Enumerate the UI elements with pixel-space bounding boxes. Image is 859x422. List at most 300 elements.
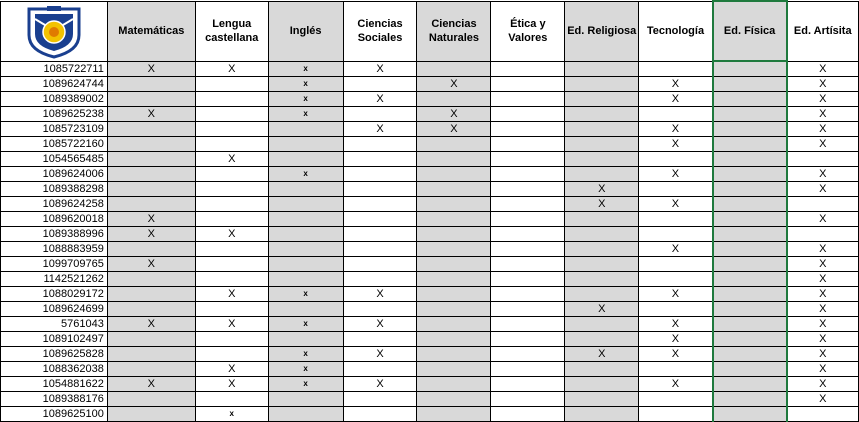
column-header[interactable]: Ed. Religiosa <box>565 1 639 61</box>
subject-cell[interactable] <box>491 242 565 257</box>
subject-cell[interactable] <box>491 272 565 287</box>
subject-cell[interactable]: X <box>787 287 859 302</box>
subject-cell[interactable] <box>195 182 268 197</box>
subject-cell[interactable] <box>195 122 268 137</box>
subject-cell[interactable]: X <box>195 362 268 377</box>
subject-cell[interactable] <box>565 332 639 347</box>
table-row <box>1 61 859 77</box>
subject-cell[interactable] <box>491 137 565 152</box>
subject-cell[interactable] <box>491 122 565 137</box>
subject-cell[interactable] <box>343 242 417 257</box>
header-row <box>1 1 859 61</box>
subject-cell[interactable]: X <box>343 347 417 362</box>
subject-cell[interactable] <box>195 167 268 182</box>
subject-cell[interactable]: X <box>639 92 713 107</box>
subject-cell[interactable] <box>195 257 268 272</box>
subject-cell[interactable] <box>565 407 639 422</box>
student-id-cell[interactable]: 1089624699 <box>1 302 108 317</box>
student-id-cell[interactable]: 1054565485 <box>1 152 108 167</box>
student-id-cell[interactable]: 1099709765 <box>1 257 108 272</box>
subject-cell[interactable]: X <box>343 122 417 137</box>
subject-cell[interactable] <box>343 137 417 152</box>
subject-cell[interactable] <box>417 137 491 152</box>
subject-cell[interactable]: X <box>639 287 713 302</box>
subject-cell[interactable]: x <box>268 77 343 92</box>
table-row <box>1 122 859 137</box>
subject-cell[interactable] <box>713 242 787 257</box>
subject-cell[interactable] <box>107 272 195 287</box>
subject-cell[interactable] <box>491 227 565 242</box>
subject-cell[interactable] <box>268 197 343 212</box>
subject-cell[interactable] <box>268 137 343 152</box>
subject-cell[interactable] <box>713 77 787 92</box>
subject-cell[interactable] <box>417 152 491 167</box>
subject-cell[interactable] <box>713 347 787 362</box>
subject-cell[interactable] <box>343 362 417 377</box>
subject-cell[interactable] <box>713 92 787 107</box>
subject-cell[interactable] <box>491 182 565 197</box>
subject-cell[interactable] <box>343 107 417 122</box>
student-id-cell[interactable]: 1089624744 <box>1 77 108 92</box>
table-row <box>1 227 859 242</box>
subject-cell[interactable] <box>343 272 417 287</box>
subject-cell[interactable]: X <box>787 347 859 362</box>
subject-cell[interactable]: X <box>417 107 491 122</box>
table-row <box>1 272 859 287</box>
subject-cell[interactable] <box>195 137 268 152</box>
subject-cell[interactable]: X <box>417 77 491 92</box>
subject-cell[interactable] <box>713 122 787 137</box>
student-id-cell[interactable]: 1054881622 <box>1 377 108 392</box>
subject-cell[interactable] <box>713 182 787 197</box>
subject-cell[interactable] <box>713 137 787 152</box>
subject-cell[interactable] <box>565 392 639 407</box>
subject-cell[interactable] <box>343 212 417 227</box>
subject-cell[interactable]: X <box>639 197 713 212</box>
subject-cell[interactable]: X <box>639 137 713 152</box>
table-row <box>1 392 859 407</box>
column-header[interactable]: Ciencias Sociales <box>343 1 417 61</box>
subject-cell[interactable] <box>713 377 787 392</box>
subject-cell[interactable] <box>565 377 639 392</box>
subject-cell[interactable] <box>491 317 565 332</box>
subject-cell[interactable] <box>417 332 491 347</box>
subject-cell[interactable] <box>787 197 859 212</box>
subject-cell[interactable]: x <box>268 61 343 77</box>
subject-cell[interactable]: x <box>268 92 343 107</box>
table-row <box>1 302 859 317</box>
subject-cell[interactable] <box>787 227 859 242</box>
column-header[interactable]: Lengua castellana <box>195 1 268 61</box>
subject-cell[interactable]: X <box>787 182 859 197</box>
subject-cell[interactable] <box>417 242 491 257</box>
subject-cell[interactable] <box>491 347 565 362</box>
subject-cell[interactable] <box>268 122 343 137</box>
subject-cell[interactable] <box>565 317 639 332</box>
subject-cell[interactable]: x <box>195 407 268 422</box>
subject-cell[interactable]: x <box>268 107 343 122</box>
subject-cell[interactable]: X <box>195 152 268 167</box>
subject-cell[interactable] <box>565 167 639 182</box>
student-id-cell[interactable]: 1088362038 <box>1 362 108 377</box>
subject-cell[interactable] <box>713 257 787 272</box>
subject-cell[interactable]: X <box>787 242 859 257</box>
subject-cell[interactable]: X <box>107 257 195 272</box>
subject-cell[interactable] <box>639 392 713 407</box>
subject-cell[interactable] <box>491 377 565 392</box>
subject-cell[interactable]: X <box>107 61 195 77</box>
subject-cell[interactable] <box>107 197 195 212</box>
subject-cell[interactable]: x <box>268 317 343 332</box>
table-row <box>1 92 859 107</box>
subject-cell[interactable]: X <box>787 212 859 227</box>
subject-cell[interactable] <box>343 227 417 242</box>
subject-cell[interactable] <box>343 407 417 422</box>
subject-cell[interactable] <box>417 212 491 227</box>
subject-cell[interactable] <box>565 77 639 92</box>
subject-cell[interactable] <box>639 212 713 227</box>
student-id-cell[interactable]: 1089102497 <box>1 332 108 347</box>
subject-cell[interactable] <box>565 107 639 122</box>
subject-cell[interactable] <box>343 77 417 92</box>
subject-cell[interactable] <box>417 167 491 182</box>
subject-cell[interactable]: X <box>787 362 859 377</box>
subject-cell[interactable]: X <box>565 347 639 362</box>
subject-cell[interactable] <box>417 317 491 332</box>
subject-cell[interactable] <box>713 61 787 77</box>
subject-cell[interactable]: x <box>268 362 343 377</box>
subject-cell[interactable]: X <box>639 167 713 182</box>
subject-cell[interactable] <box>491 407 565 422</box>
subject-cell[interactable]: X <box>639 347 713 362</box>
subject-cell[interactable] <box>713 332 787 347</box>
subject-cell[interactable] <box>491 362 565 377</box>
column-header[interactable]: Ética y Valores <box>491 1 565 61</box>
table-row <box>1 137 859 152</box>
subject-cell[interactable]: X <box>343 61 417 77</box>
column-header[interactable]: Ciencias Naturales <box>417 1 491 61</box>
subject-cell[interactable] <box>639 152 713 167</box>
subject-cell[interactable]: X <box>787 302 859 317</box>
subject-cell[interactable] <box>107 392 195 407</box>
subject-cell[interactable] <box>268 212 343 227</box>
subject-cell[interactable] <box>713 287 787 302</box>
student-id-cell[interactable]: 1089625100 <box>1 407 108 422</box>
subject-cell[interactable] <box>107 167 195 182</box>
table-row <box>1 332 859 347</box>
subject-cell[interactable] <box>417 92 491 107</box>
subject-cell[interactable] <box>195 272 268 287</box>
table-row <box>1 347 859 362</box>
subject-cell[interactable] <box>195 302 268 317</box>
table-row <box>1 377 859 392</box>
table-row <box>1 317 859 332</box>
subject-cell[interactable] <box>713 227 787 242</box>
subject-cell[interactable]: X <box>107 227 195 242</box>
table-row <box>1 77 859 92</box>
subject-cell[interactable] <box>639 107 713 122</box>
subject-cell[interactable] <box>107 122 195 137</box>
subject-cell[interactable] <box>491 197 565 212</box>
subject-cell[interactable]: X <box>639 77 713 92</box>
subject-cell[interactable] <box>565 212 639 227</box>
school-crest-logo <box>21 5 87 59</box>
student-id-cell[interactable]: 1085722711 <box>1 61 108 77</box>
subject-cell[interactable] <box>195 197 268 212</box>
subject-cell[interactable] <box>343 392 417 407</box>
subject-cell[interactable]: X <box>787 122 859 137</box>
subject-cell[interactable]: X <box>565 302 639 317</box>
subject-cell[interactable] <box>195 347 268 362</box>
subject-cell[interactable] <box>195 77 268 92</box>
column-header[interactable]: Matemáticas <box>107 1 195 61</box>
column-header[interactable]: Ed. Artísita <box>787 1 859 61</box>
subject-cell[interactable]: X <box>787 257 859 272</box>
subject-cell[interactable]: X <box>787 107 859 122</box>
student-id-cell[interactable]: 1085722160 <box>1 137 108 152</box>
subject-cell[interactable] <box>491 212 565 227</box>
subject-cell[interactable] <box>565 287 639 302</box>
subject-cell[interactable] <box>107 347 195 362</box>
subject-cell[interactable] <box>491 257 565 272</box>
subject-cell[interactable] <box>491 392 565 407</box>
subject-cell[interactable]: X <box>787 61 859 77</box>
subject-cell[interactable] <box>639 227 713 242</box>
subject-cell[interactable] <box>565 137 639 152</box>
table-row <box>1 107 859 122</box>
subject-cell[interactable] <box>417 61 491 77</box>
subject-cell[interactable]: X <box>417 122 491 137</box>
subject-cell[interactable]: X <box>107 377 195 392</box>
subject-cell[interactable] <box>713 197 787 212</box>
subject-cell[interactable] <box>107 287 195 302</box>
subject-cell[interactable] <box>107 92 195 107</box>
subject-cell[interactable] <box>639 272 713 287</box>
subject-cell[interactable] <box>107 242 195 257</box>
student-id-cell[interactable]: 1088883959 <box>1 242 108 257</box>
subject-cell[interactable] <box>343 197 417 212</box>
subject-cell[interactable] <box>565 242 639 257</box>
subject-cell[interactable] <box>417 182 491 197</box>
student-id-cell[interactable]: 1089625828 <box>1 347 108 362</box>
subject-cell[interactable] <box>107 332 195 347</box>
subject-cell[interactable] <box>639 302 713 317</box>
subject-cell[interactable] <box>268 272 343 287</box>
subject-cell[interactable]: X <box>107 212 195 227</box>
subject-cell[interactable] <box>268 332 343 347</box>
subject-cell[interactable] <box>565 227 639 242</box>
subject-cell[interactable]: X <box>787 77 859 92</box>
subject-cell[interactable] <box>713 152 787 167</box>
subject-cell[interactable] <box>343 332 417 347</box>
subject-cell[interactable] <box>107 137 195 152</box>
subject-cell[interactable]: x <box>268 377 343 392</box>
table-row <box>1 197 859 212</box>
subject-cell[interactable] <box>639 407 713 422</box>
subject-cell[interactable] <box>343 182 417 197</box>
student-id-cell[interactable]: 1088029172 <box>1 287 108 302</box>
subject-cell[interactable] <box>107 182 195 197</box>
table-row <box>1 182 859 197</box>
subject-cell[interactable]: X <box>195 317 268 332</box>
subject-cell[interactable] <box>639 61 713 77</box>
table-row <box>1 407 859 422</box>
subject-cell[interactable] <box>713 167 787 182</box>
subject-cell[interactable]: X <box>639 332 713 347</box>
logo-cell[interactable] <box>1 1 108 61</box>
subject-cell[interactable] <box>565 272 639 287</box>
subject-cell[interactable]: X <box>343 92 417 107</box>
subject-cell[interactable] <box>107 152 195 167</box>
column-header[interactable]: Ed. Física <box>713 1 787 61</box>
subject-cell[interactable]: X <box>639 317 713 332</box>
table-row <box>1 287 859 302</box>
subject-cell[interactable]: X <box>565 197 639 212</box>
subject-cell[interactable] <box>713 362 787 377</box>
subject-cell[interactable] <box>195 212 268 227</box>
subject-cell[interactable]: X <box>787 272 859 287</box>
subject-cell[interactable]: X <box>343 287 417 302</box>
subject-cell[interactable] <box>713 302 787 317</box>
table-row <box>1 362 859 377</box>
subject-cell[interactable]: x <box>268 347 343 362</box>
subject-cell[interactable] <box>343 257 417 272</box>
table-row <box>1 257 859 272</box>
student-id-cell[interactable]: 1089625238 <box>1 107 108 122</box>
subject-cell[interactable] <box>491 332 565 347</box>
subject-cell[interactable]: X <box>565 182 639 197</box>
subject-cell[interactable]: X <box>195 227 268 242</box>
subject-cell[interactable]: X <box>107 107 195 122</box>
column-header[interactable]: Tecnología <box>639 1 713 61</box>
subject-cell[interactable] <box>268 302 343 317</box>
student-id-cell[interactable]: 1089624258 <box>1 197 108 212</box>
subject-cell[interactable] <box>713 407 787 422</box>
column-header[interactable]: Inglés <box>268 1 343 61</box>
subject-cell[interactable] <box>417 287 491 302</box>
subject-cell[interactable] <box>491 287 565 302</box>
subject-cell[interactable] <box>491 92 565 107</box>
student-id-cell[interactable]: 5761043 <box>1 317 108 332</box>
subject-cell[interactable] <box>417 362 491 377</box>
subject-cell[interactable] <box>268 392 343 407</box>
subject-cell[interactable] <box>268 152 343 167</box>
subject-cell[interactable] <box>491 107 565 122</box>
subject-cell[interactable]: X <box>195 287 268 302</box>
student-id-cell[interactable]: 1089389002 <box>1 92 108 107</box>
student-id-cell[interactable]: 1089388176 <box>1 392 108 407</box>
subject-cell[interactable] <box>491 61 565 77</box>
subject-cell[interactable] <box>565 152 639 167</box>
subject-cell[interactable]: X <box>639 242 713 257</box>
subject-cell[interactable] <box>343 302 417 317</box>
subject-cell[interactable]: X <box>343 377 417 392</box>
subject-cell[interactable] <box>107 407 195 422</box>
subject-cell[interactable] <box>639 182 713 197</box>
subject-cell[interactable] <box>417 272 491 287</box>
subject-cell[interactable]: X <box>787 392 859 407</box>
table-row <box>1 242 859 257</box>
subject-cell[interactable] <box>565 122 639 137</box>
student-id-cell[interactable]: 1089624006 <box>1 167 108 182</box>
subject-cell[interactable] <box>565 362 639 377</box>
student-id-cell[interactable]: 1089620018 <box>1 212 108 227</box>
table-row <box>1 212 859 227</box>
subject-cell[interactable] <box>639 257 713 272</box>
subject-cell[interactable] <box>107 302 195 317</box>
subject-cell[interactable]: X <box>195 61 268 77</box>
subject-cell[interactable]: x <box>268 287 343 302</box>
subject-cell[interactable] <box>268 407 343 422</box>
subject-cell[interactable] <box>195 92 268 107</box>
subject-cell[interactable] <box>268 242 343 257</box>
subject-cell[interactable] <box>787 407 859 422</box>
subject-cell[interactable] <box>713 212 787 227</box>
subject-cell[interactable] <box>565 257 639 272</box>
subject-cell[interactable]: X <box>343 317 417 332</box>
subject-cell[interactable] <box>491 77 565 92</box>
subject-cell[interactable]: X <box>107 317 195 332</box>
subject-cell[interactable] <box>268 182 343 197</box>
subject-cell[interactable] <box>491 152 565 167</box>
subject-cell[interactable] <box>417 347 491 362</box>
subject-cell[interactable]: X <box>787 377 859 392</box>
subject-cell[interactable] <box>713 317 787 332</box>
subject-cell[interactable] <box>343 152 417 167</box>
subject-cell[interactable] <box>195 332 268 347</box>
subject-cell[interactable]: X <box>639 122 713 137</box>
subject-cell[interactable] <box>713 107 787 122</box>
subject-cell[interactable] <box>268 257 343 272</box>
subject-cell[interactable] <box>417 392 491 407</box>
student-id-cell[interactable]: 1085723109 <box>1 122 108 137</box>
subject-cell[interactable] <box>417 407 491 422</box>
subject-cell[interactable]: X <box>787 167 859 182</box>
subject-cell[interactable]: X <box>787 332 859 347</box>
subject-cell[interactable]: X <box>787 92 859 107</box>
student-id-cell[interactable]: 1089388298 <box>1 182 108 197</box>
subject-cell[interactable] <box>268 227 343 242</box>
subject-cell[interactable] <box>417 227 491 242</box>
subject-cell[interactable] <box>713 272 787 287</box>
student-id-cell[interactable]: 1142521262 <box>1 272 108 287</box>
subject-cell[interactable] <box>639 362 713 377</box>
subject-cell[interactable] <box>107 77 195 92</box>
student-id-cell[interactable]: 1089388996 <box>1 227 108 242</box>
subject-cell[interactable] <box>343 167 417 182</box>
subject-cell[interactable] <box>491 302 565 317</box>
subject-cell[interactable] <box>195 107 268 122</box>
subject-cell[interactable]: X <box>639 377 713 392</box>
subject-cell[interactable] <box>565 61 639 77</box>
subject-cell[interactable] <box>565 92 639 107</box>
table-row <box>1 152 859 167</box>
subject-cell[interactable] <box>417 197 491 212</box>
subject-cell[interactable]: x <box>268 167 343 182</box>
subject-cell[interactable] <box>491 167 565 182</box>
subject-cell[interactable]: X <box>787 137 859 152</box>
subject-cell[interactable]: X <box>195 377 268 392</box>
subject-cell[interactable] <box>195 242 268 257</box>
subject-cell[interactable] <box>417 302 491 317</box>
subject-cell[interactable] <box>107 362 195 377</box>
subject-cell[interactable] <box>417 257 491 272</box>
subject-cell[interactable] <box>417 377 491 392</box>
subject-cell[interactable] <box>195 392 268 407</box>
subject-cell[interactable]: X <box>787 317 859 332</box>
subject-cell[interactable] <box>713 392 787 407</box>
subject-cell[interactable] <box>787 152 859 167</box>
